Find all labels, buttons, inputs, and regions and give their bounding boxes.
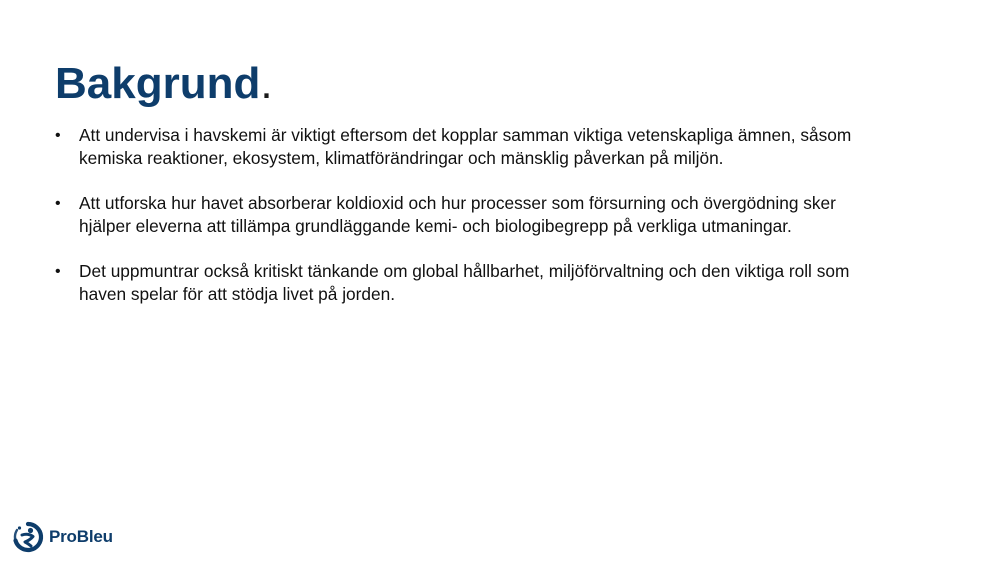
probleu-logo: [12, 521, 113, 553]
bullet-text-line: Att utforska hur havet absorberar koldioxid och hur processer som försurning och övergödning sker: [79, 193, 836, 213]
slide-title-text: Bakgrund: [55, 59, 261, 108]
bullet-text-line: Att undervisa i havskemi är viktigt eftersom det kopplar samman viktiga vetenskapliga ämnen, såsom: [79, 125, 852, 145]
bullet-item: [55, 192, 935, 238]
slide-title-punct: .: [260, 59, 273, 108]
bullet-item: [55, 260, 935, 306]
bullet-text-line: haven spelar för att stödja livet på jorden.: [79, 284, 396, 304]
bullet-list: [55, 124, 935, 328]
bullet-marker: •: [55, 263, 61, 280]
bullet-text-line: Det uppmuntrar också kritiskt tänkande om global hållbarhet, miljöförvaltning och den viktiga roll som: [79, 261, 850, 281]
bullet-marker: •: [55, 127, 61, 144]
probleu-logo-icon: [12, 521, 44, 553]
probleu-logo-text: ProBleu: [49, 527, 113, 546]
slide-title: [55, 56, 273, 112]
bullet-item: [55, 124, 935, 170]
bullet-text-line: kemiska reaktioner, ekosystem, klimatförändringar och mänsklig påverkan på miljön.: [79, 148, 724, 168]
bullet-marker: •: [55, 195, 61, 212]
bullet-text-line: hjälper eleverna att tillämpa grundläggande kemi- och biologibegrepp på verkliga utmaningar.: [79, 216, 792, 236]
